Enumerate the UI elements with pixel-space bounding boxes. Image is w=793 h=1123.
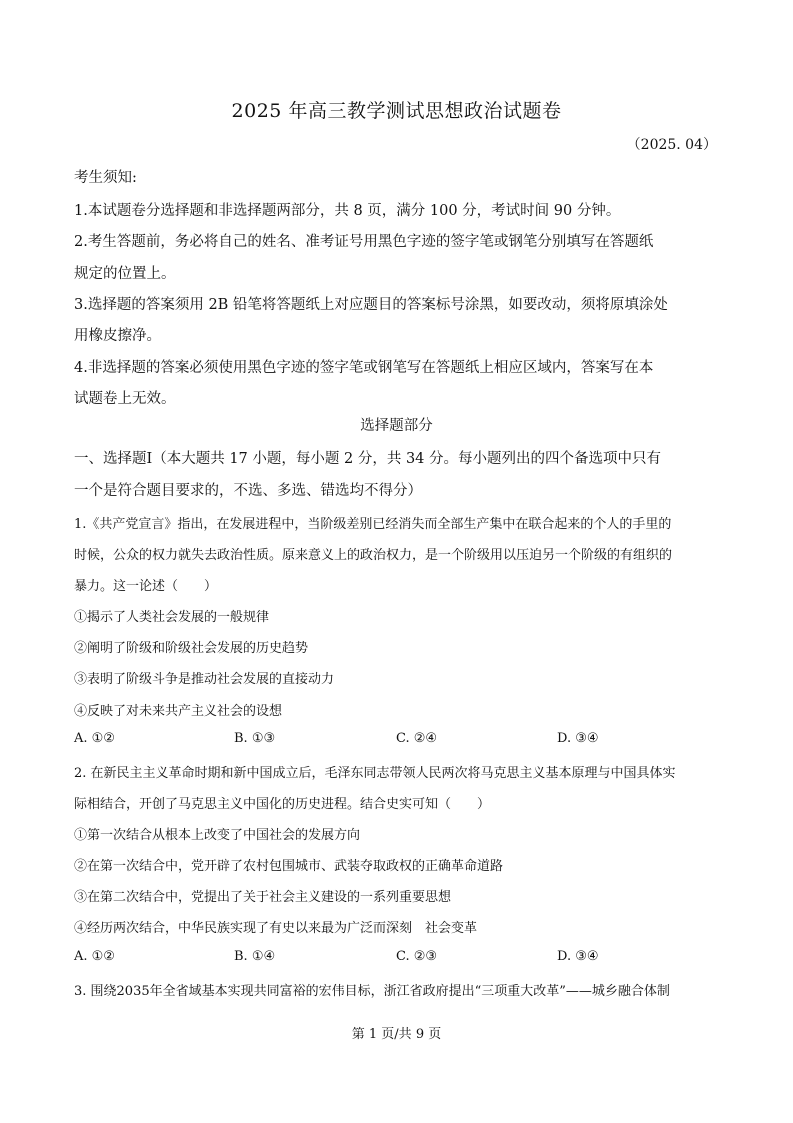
page-title: 2025 年高三教学测试思想政治试题卷 bbox=[231, 100, 562, 122]
notice-line: 4.非选择题的答案必须使用黑色字迹的签字笔或钢笔写在答题纸上相应区域内，答案写在本 bbox=[74, 360, 654, 376]
question-2-option-a: A. ①② bbox=[74, 949, 115, 964]
question-2-option-d: D. ③④ bbox=[557, 949, 599, 964]
question-1-statement: ③表明了阶级斗争是推动社会发展的直接动力 bbox=[74, 672, 335, 687]
section-heading-line: 一个是符合题目要求的，不选、多选、错选均不得分） bbox=[74, 483, 422, 499]
question-1-statement: ①揭示了人类社会发展的一般规律 bbox=[74, 610, 270, 625]
question-1-option-d: D. ③④ bbox=[557, 731, 599, 746]
section-heading-line: 一、选择题Ⅰ（本大题共 17 小题，每小题 2 分，共 34 分。每小题列出的四个备选项中只有 bbox=[74, 451, 662, 467]
question-2-option-c: C. ②③ bbox=[396, 949, 438, 964]
page-footer: 第 1 页/共 9 页 bbox=[351, 1027, 442, 1042]
section-title: 选择题部分 bbox=[360, 418, 433, 434]
notice-line: 2.考生答题前，务必将自己的姓名、准考证号用黑色字迹的签字笔或钢笔分别填写在答题纸 bbox=[74, 234, 654, 250]
notice-line: 用橡皮擦净。 bbox=[74, 328, 161, 344]
question-1-stem: 1.《共产党宣言》指出，在发展进程中，当阶级差别已经消失而全部生产集中在联合起来的个人的手里的 bbox=[74, 517, 672, 532]
notice-line: 3.选择题的答案须用 2B 铅笔将答题纸上对应题目的答案标号涂黑，如要改动，须将原填涂处 bbox=[74, 297, 668, 313]
question-1-option-c: C. ②④ bbox=[396, 731, 438, 746]
notice-line: 规定的位置上。 bbox=[74, 266, 176, 282]
question-1-statement: ④反映了对未来共产主义社会的设想 bbox=[74, 704, 283, 719]
question-1-stem: 暴力。这一论述（ ） bbox=[74, 579, 218, 594]
question-1-option-b: B. ①③ bbox=[234, 731, 276, 746]
question-2-stem: 际相结合，开创了马克思主义中国化的历史进程。结合史实可知（ ） bbox=[74, 797, 491, 812]
question-2-statement: ③在第二次结合中，党提出了关于社会主义建设的一系列重要思想 bbox=[74, 890, 452, 905]
exam-date: （2025. 04） bbox=[626, 137, 717, 153]
question-2-statement: ①第一次结合从根本上改变了中国社会的发展方向 bbox=[74, 828, 361, 843]
notice-heading: 考生须知: bbox=[74, 170, 137, 186]
question-3-stem: 3. 围绕2035年全省域基本实现共同富裕的宏伟目标，浙江省政府提出“三项重大改革”——城乡融合体制 bbox=[74, 984, 670, 999]
question-1-statement: ②阐明了阶级和阶级社会发展的历史趋势 bbox=[74, 641, 309, 656]
notice-line: 1.本试题卷分选择题和非选择题两部分，共 8 页，满分 100 分，考试时间 90 分钟。 bbox=[74, 203, 621, 219]
question-1-stem: 时候，公众的权力就失去政治性质。原来意义上的政治权力，是一个阶级用以压迫另一个阶级的有组织的 bbox=[74, 548, 673, 563]
question-2-stem: 2. 在新民主主义革命时期和新中国成立后，毛泽东同志带领人民两次将马克思主义基本原理与中国具体实 bbox=[74, 766, 676, 781]
question-2-statement: ④经历两次结合，中华民族实现了有史以来最为广泛而深刻 社会变革 bbox=[74, 921, 478, 936]
question-1-option-a: A. ①② bbox=[74, 731, 115, 746]
notice-line: 试题卷上无效。 bbox=[74, 391, 176, 407]
question-2-statement: ②在第一次结合中，党开辟了农村包围城市、武装夺取政权的正确革命道路 bbox=[74, 859, 504, 874]
question-2-option-b: B. ①④ bbox=[234, 949, 276, 964]
